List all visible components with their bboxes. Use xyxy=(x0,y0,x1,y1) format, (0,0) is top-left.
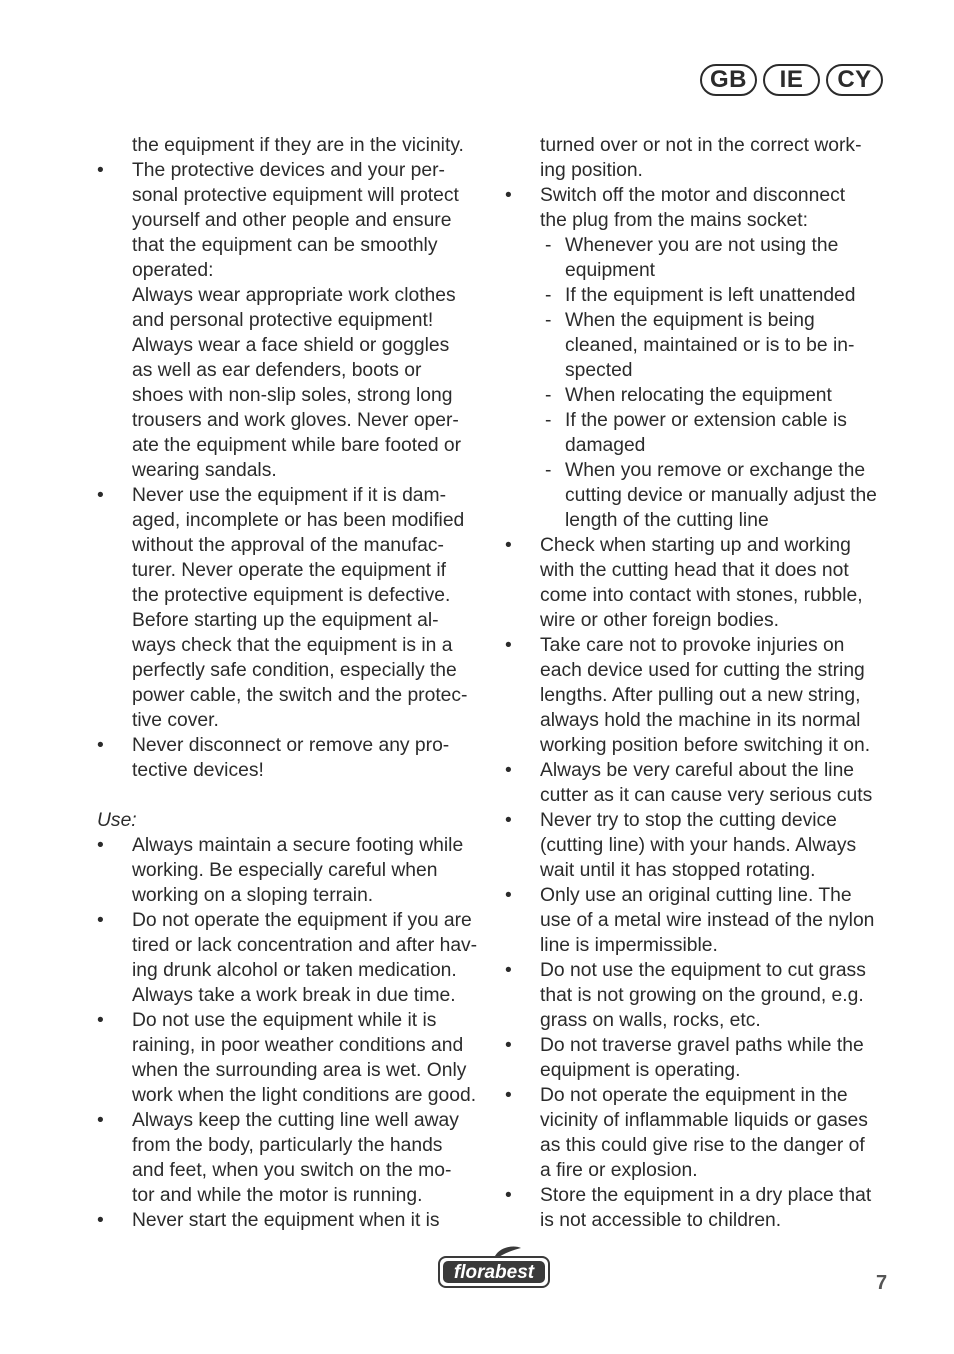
text-line: - If the equipment is left unattended xyxy=(565,285,856,306)
text-line: grass on walls, rocks, etc. xyxy=(540,1010,761,1031)
text-line: • Always be very careful about the line xyxy=(540,760,855,781)
text-line: length of the cutting line xyxy=(565,510,769,531)
text-line: • Always maintain a secure footing while xyxy=(132,835,464,856)
bullet-item xyxy=(505,183,897,233)
bullet-item xyxy=(505,1083,897,1183)
text-line: shoes with non-slip soles, strong long xyxy=(132,385,453,406)
text-line: wearing sandals. xyxy=(132,460,277,481)
text-line: each device used for cutting the string xyxy=(540,660,865,681)
text-line: • Store the equipment in a dry place that xyxy=(540,1185,872,1206)
text-line: perfectly safe condition, especially the xyxy=(132,660,457,681)
text-line: use of a metal wire instead of the nylon xyxy=(540,910,875,931)
bullet-item xyxy=(505,1033,897,1083)
bullet-item xyxy=(97,1108,487,1208)
spacer xyxy=(97,783,487,808)
text-line: turned over or not in the correct work- xyxy=(540,135,862,156)
right-column xyxy=(505,133,897,1233)
text-line: when the surrounding area is wet. Only xyxy=(132,1060,467,1081)
text-line: without the approval of the manufac- xyxy=(132,535,444,556)
text-line: the equipment if they are in the vicinity. xyxy=(132,135,464,156)
text-line: cleaned, maintained or is to be in- xyxy=(565,335,855,356)
text-line: as this could give rise to the danger of xyxy=(540,1135,865,1156)
text-line: lengths. After pulling out a new string, xyxy=(540,685,861,706)
text-line: work when the light conditions are good. xyxy=(132,1085,477,1106)
text-line: • Always keep the cutting line well away xyxy=(132,1110,459,1131)
text-line: with the cutting head that it does not xyxy=(540,560,849,581)
text-line: wire or other foreign bodies. xyxy=(540,610,780,631)
text-line: Before starting up the equipment al- xyxy=(132,610,439,631)
text-line: is not accessible to children. xyxy=(540,1210,782,1231)
text-line: tive cover. xyxy=(132,710,219,731)
bullet-item xyxy=(97,908,487,1008)
text-line: • Only use an original cutting line. The xyxy=(540,885,852,906)
country-badge-cy: CY xyxy=(826,64,883,96)
text-line: cutting device or manually adjust the xyxy=(565,485,877,506)
text-line: come into contact with stones, rubble, xyxy=(540,585,863,606)
sub-item xyxy=(505,233,897,283)
text-line: the protective equipment is defective. xyxy=(132,585,451,606)
text-line: aged, incomplete or has been modified xyxy=(132,510,465,531)
florabest-logo xyxy=(437,1244,551,1295)
text-line: raining, in poor weather conditions and xyxy=(132,1035,464,1056)
bullet-item xyxy=(505,808,897,883)
text-line: • Never try to stop the cutting device xyxy=(540,810,837,831)
text-line: the plug from the mains socket: xyxy=(540,210,808,231)
text-line: - If the power or extension cable is xyxy=(565,410,847,431)
page-number: 7 xyxy=(876,1272,888,1294)
bullet-item xyxy=(505,533,897,633)
text-line: always hold the machine in its normal xyxy=(540,710,861,731)
text-line: • Never start the equipment when it is xyxy=(132,1210,440,1231)
bullet-item xyxy=(97,483,487,733)
text-line: and personal protective equipment! xyxy=(132,310,434,331)
text-line: spected xyxy=(565,360,633,381)
text-line: • Do not use the equipment while it is xyxy=(132,1010,437,1031)
text-line: • Check when starting up and working xyxy=(540,535,851,556)
sub-item xyxy=(505,308,897,383)
bullet-item xyxy=(97,158,487,483)
text-line: vicinity of inflammable liquids or gases xyxy=(540,1110,868,1131)
text-line: from the body, particularly the hands xyxy=(132,1135,443,1156)
text-line: • Never disconnect or remove any pro- xyxy=(132,735,450,756)
text-line: equipment is operating. xyxy=(540,1060,741,1081)
text-line: ing position. xyxy=(540,160,643,181)
text-line: • Never use the equipment if it is dam- xyxy=(132,485,446,506)
bullet-item xyxy=(505,1183,897,1233)
sub-item xyxy=(505,383,897,408)
text-line: • Do not operate the equipment if you are xyxy=(132,910,472,931)
text-line: tective devices! xyxy=(132,760,264,781)
text-line: that the equipment can be smoothly xyxy=(132,235,438,256)
text-line: ways check that the equipment is in a xyxy=(132,635,453,656)
text-line: trousers and work gloves. Never oper- xyxy=(132,410,459,431)
intro-continuation xyxy=(97,133,487,158)
left-column xyxy=(97,133,487,1233)
text-line: as well as ear defenders, boots or xyxy=(132,360,422,381)
text-line: ate the equipment while bare footed or xyxy=(132,435,462,456)
brand-text: florabest xyxy=(453,1262,535,1283)
bullet-item xyxy=(505,633,897,758)
continuation-text xyxy=(505,133,897,183)
text-line: • Take care not to provoke injuries on xyxy=(540,635,845,656)
country-code-badges xyxy=(700,64,883,96)
text-line: wait until it has stopped rotating. xyxy=(540,860,816,881)
text-line: (cutting line) with your hands. Always xyxy=(540,835,857,856)
text-line: operated: xyxy=(132,260,214,281)
text-line: that is not growing on the ground, e.g. xyxy=(540,985,864,1006)
text-line: - When the equipment is being xyxy=(565,310,815,331)
text-line: working. Be especially careful when xyxy=(132,860,438,881)
text-line: Always wear a face shield or goggles xyxy=(132,335,450,356)
text-line: • Switch off the motor and disconnect xyxy=(540,185,846,206)
text-line: ing drunk alcohol or taken medication. xyxy=(132,960,457,981)
text-line: a fire or explosion. xyxy=(540,1160,698,1181)
bullet-item xyxy=(97,833,487,908)
text-line: yourself and other people and ensure xyxy=(132,210,452,231)
florabest-logo-graphic xyxy=(437,1244,551,1290)
text-line: • Do not use the equipment to cut grass xyxy=(540,960,866,981)
bullet-item xyxy=(97,1008,487,1108)
text-line: working on a sloping terrain. xyxy=(132,885,374,906)
text-line: power cable, the switch and the protec- xyxy=(132,685,468,706)
text-line: - Whenever you are not using the xyxy=(565,235,839,256)
bullet-item xyxy=(505,883,897,958)
sub-item xyxy=(505,458,897,533)
text-line: damaged xyxy=(565,435,646,456)
text-line: and feet, when you switch on the mo- xyxy=(132,1160,452,1181)
text-line: line is impermissible. xyxy=(540,935,718,956)
text-line: Always take a work break in due time. xyxy=(132,985,456,1006)
text-line: sonal protective equipment will protect xyxy=(132,185,459,206)
bullet-item xyxy=(505,958,897,1033)
text-line: Always wear appropriate work clothes xyxy=(132,285,456,306)
sub-item xyxy=(505,408,897,458)
bullet-item xyxy=(505,758,897,808)
text-line: - When relocating the equipment xyxy=(565,385,832,406)
text-line: - When you remove or exchange the xyxy=(565,460,866,481)
use-heading: Use: xyxy=(97,810,137,831)
text-line: • The protective devices and your per- xyxy=(132,160,445,181)
text-line: turer. Never operate the equipment if xyxy=(132,560,447,581)
country-badge-gb: GB xyxy=(700,64,757,96)
country-badge-ie: IE xyxy=(763,64,820,96)
text-line: equipment xyxy=(565,260,656,281)
text-line: tired or lack concentration and after hav- xyxy=(132,935,478,956)
text-line: working position before switching it on. xyxy=(540,735,871,756)
text-line: • Do not operate the equipment in the xyxy=(540,1085,848,1106)
sub-item xyxy=(505,283,897,308)
bullet-item xyxy=(97,733,487,783)
text-line: • Do not traverse gravel paths while the xyxy=(540,1035,864,1056)
text-line: cutter as it can cause very serious cuts xyxy=(540,785,873,806)
text-line: tor and while the motor is running. xyxy=(132,1185,423,1206)
bullet-item xyxy=(97,1208,487,1233)
